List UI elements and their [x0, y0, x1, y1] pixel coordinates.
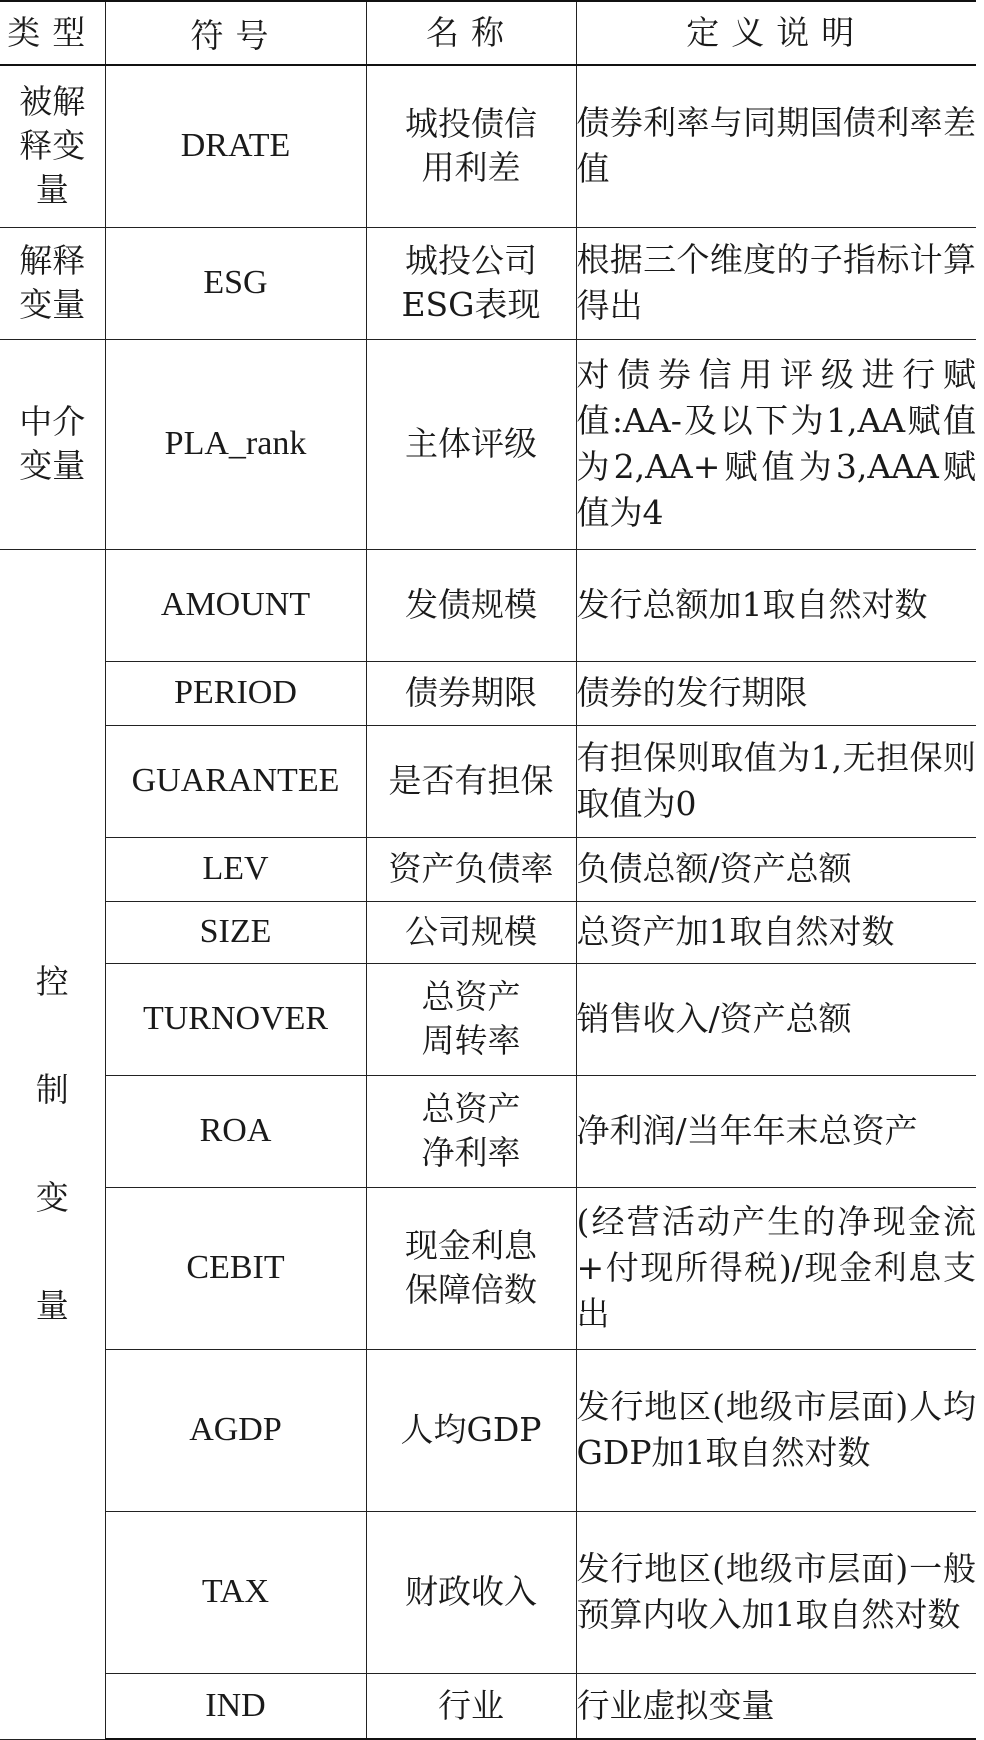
name-cell: 总资产周转率	[366, 963, 576, 1075]
definition-cell: 债券利率与同期国债利率差值	[576, 65, 976, 227]
name-cell: 现金利息保障倍数	[366, 1187, 576, 1349]
definition-cell: 有担保则取值为1,无担保则取值为0	[576, 725, 976, 837]
symbol-cell: TAX	[105, 1511, 366, 1673]
symbol-cell: ROA	[105, 1075, 366, 1187]
table-row	[0, 725, 976, 837]
symbol-cell: IND	[105, 1673, 366, 1739]
header-row	[0, 1, 976, 65]
name-cell: 资产负债率	[366, 837, 576, 901]
symbol-cell: LEV	[105, 837, 366, 901]
symbol-cell: DRATE	[105, 65, 366, 227]
table-row	[0, 1075, 976, 1187]
definition-cell: 根据三个维度的子指标计算得出	[576, 227, 976, 339]
group-mediator: 中介变量	[0, 339, 105, 549]
table-row	[0, 1673, 976, 1739]
definition-cell: 总资产加1取自然对数	[576, 901, 976, 963]
name-cell: 公司规模	[366, 901, 576, 963]
table-row	[0, 1511, 976, 1673]
name-cell: 发债规模	[366, 549, 576, 661]
name-cell: 城投公司ESG表现	[366, 227, 576, 339]
table-row	[0, 661, 976, 725]
header-definition: 定义说明	[576, 1, 976, 65]
group-dependent: 被解释变量	[0, 65, 105, 227]
definition-cell: 发行地区(地级市层面)一般预算内收入加1取自然对数	[576, 1511, 976, 1673]
name-cell: 行业	[366, 1673, 576, 1739]
header-name: 名称	[366, 1, 576, 65]
name-cell: 人均GDP	[366, 1349, 576, 1511]
name-cell: 债券期限	[366, 661, 576, 725]
definition-cell: 发行总额加1取自然对数	[576, 549, 976, 661]
definition-cell: 销售收入/资产总额	[576, 963, 976, 1075]
table-row	[0, 1187, 976, 1349]
symbol-cell: SIZE	[105, 901, 366, 963]
group-explanatory: 解释变量	[0, 227, 105, 339]
symbol-cell: PERIOD	[105, 661, 366, 725]
symbol-cell: GUARANTEE	[105, 725, 366, 837]
definition-cell: 债券的发行期限	[576, 661, 976, 725]
table-row	[0, 227, 976, 339]
name-cell: 是否有担保	[366, 725, 576, 837]
name-cell: 城投债信用利差	[366, 65, 576, 227]
definition-cell: 发行地区(地级市层面)人均GDP加1取自然对数	[576, 1349, 976, 1511]
symbol-cell: PLA_rank	[105, 339, 366, 549]
name-cell: 财政收入	[366, 1511, 576, 1673]
symbol-cell: AGDP	[105, 1349, 366, 1511]
header-symbol: 符号	[105, 1, 366, 65]
table-row	[0, 963, 976, 1075]
name-cell: 总资产净利率	[366, 1075, 576, 1187]
definition-cell: 行业虚拟变量	[576, 1673, 976, 1739]
table-row	[0, 549, 976, 661]
table-row	[0, 339, 976, 549]
name-cell: 主体评级	[366, 339, 576, 549]
table-row	[0, 1349, 976, 1511]
group-control: 控制变量	[0, 549, 105, 1739]
symbol-cell: ESG	[105, 227, 366, 339]
symbol-cell: TURNOVER	[105, 963, 366, 1075]
table-row	[0, 65, 976, 227]
definition-cell: (经营活动产生的净现金流+付现所得税)/现金利息支出	[576, 1187, 976, 1349]
table-row	[0, 837, 976, 901]
definition-cell: 对债券信用评级进行赋值:AA-及以下为1,AA赋值为2,AA+赋值为3,AAA赋值为4	[576, 339, 976, 549]
symbol-cell: AMOUNT	[105, 549, 366, 661]
definition-cell: 净利润/当年年末总资产	[576, 1075, 976, 1187]
header-type: 类型	[0, 1, 105, 65]
symbol-cell: CEBIT	[105, 1187, 366, 1349]
table-row	[0, 901, 976, 963]
definition-cell: 负债总额/资产总额	[576, 837, 976, 901]
